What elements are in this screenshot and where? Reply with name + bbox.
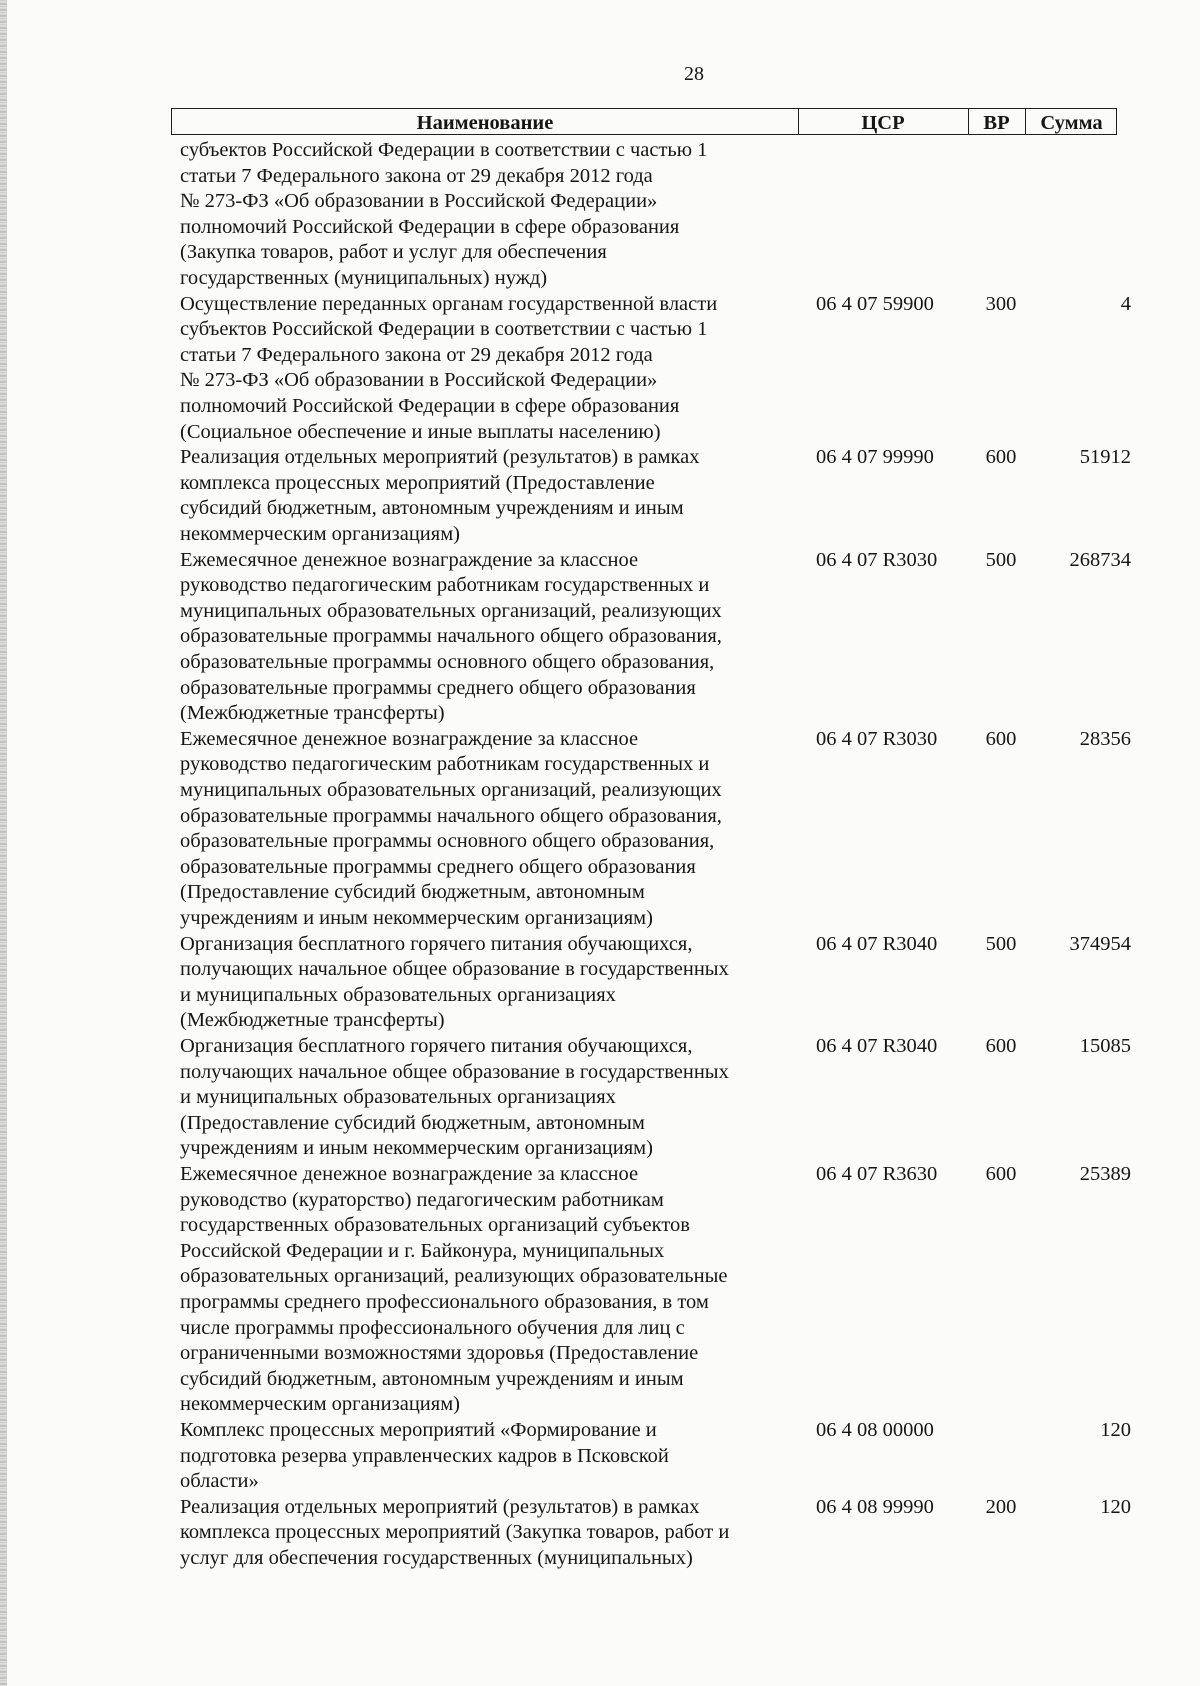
row-name-cell	[180, 292, 780, 446]
row-name-line: учреждениям и иным некоммерческим организациям)	[180, 1137, 653, 1160]
row-name-line: образовательные программы среднего общего образования	[180, 676, 696, 699]
table-header	[171, 108, 1117, 135]
row-name-cell	[180, 1418, 780, 1495]
row-name-line: руководство педагогическим работникам государственных и	[180, 753, 710, 776]
row-name-line: субсидий бюджетным, автономным учреждениям и иным	[180, 497, 684, 520]
row-name-line: области»	[180, 1470, 259, 1493]
row-name-line: услуг для обеспечения государственных (муниципальных)	[180, 1546, 693, 1569]
row-vr-cell: 500	[985, 548, 1017, 571]
scan-edge	[0, 0, 7, 1686]
row-name-line: субъектов Российской Федерации в соответствии с частью 1	[180, 318, 708, 341]
row-sum-cell: 120	[1100, 1495, 1131, 1518]
row-sum-cell: 51912	[1079, 446, 1131, 469]
row-sum-cell: 268734	[1069, 548, 1131, 571]
row-csr-cell: 06 4 07 R3040	[816, 932, 938, 955]
row-name-line: образовательных организаций, реализующих образовательные	[180, 1265, 728, 1288]
row-vr-cell: 600	[985, 1035, 1017, 1057]
row-name-cell	[180, 1034, 780, 1162]
row-name-line: ограниченными возможностями здоровья (Предоставление	[180, 1342, 699, 1365]
row-name-line: Организация бесплатного горячего питания обучающихся,	[180, 932, 693, 955]
row-name-line: образовательные программы начального общего образования,	[180, 625, 722, 648]
row-name-line: комплекса процессных мероприятий (Закупка товаров, работ и	[180, 1521, 730, 1544]
row-sum-cell: 374954	[1069, 932, 1131, 955]
row-name-line: Реализация отдельных мероприятий (результатов) в рамках	[180, 446, 700, 469]
row-sum-cell: 25389	[1079, 1163, 1131, 1185]
row-vr-cell: 600	[985, 446, 1017, 469]
row-name-line: образовательные программы среднего общего образования	[180, 855, 696, 878]
row-name-line: Ежемесячное денежное вознаграждение за классное	[180, 548, 639, 571]
row-name-line: Российской Федерации и г. Байконура, муниципальных	[180, 1239, 665, 1262]
row-vr-cell: 300	[985, 292, 1017, 315]
row-name-cell	[180, 138, 780, 292]
row-name-cell	[180, 548, 780, 727]
row-csr-cell: 06 4 07 R3630	[816, 1163, 938, 1185]
row-name-line: статьи 7 Федерального закона от 29 декабря 2012 года	[180, 164, 653, 187]
row-name-line: (Предоставление субсидий бюджетным, автономным	[180, 1111, 645, 1134]
row-name-line: полномочий Российской Федерации в сфере образования	[180, 215, 680, 238]
row-sum-cell: 28356	[1079, 727, 1131, 750]
row-name-line: (Межбюджетные трансферты)	[180, 1009, 445, 1032]
row-name-line: и муниципальных образовательных организациях	[180, 983, 616, 1006]
row-name-line: Осуществление переданных органам государственной власти	[180, 292, 718, 315]
row-vr-cell: 200	[985, 1495, 1017, 1518]
row-name-cell	[180, 1162, 780, 1418]
row-name-line: (Закупка товаров, работ и услуг для обеспечения	[180, 241, 607, 264]
header-csr: ЦСР	[861, 112, 905, 134]
row-csr-cell: 06 4 07 R3030	[816, 727, 938, 750]
row-name-line: руководство педагогическим работникам государственных и	[180, 574, 710, 597]
row-sum-cell: 4	[1120, 292, 1131, 315]
row-name-line: государственных (муниципальных) нужд)	[180, 266, 548, 289]
row-csr-cell: 06 4 07 R3030	[816, 548, 938, 571]
page-number: 28	[684, 63, 704, 85]
row-name-line: (Межбюджетные трансферты)	[180, 702, 445, 725]
row-name-line: (Социальное обеспечение и иные выплаты населению)	[180, 420, 661, 443]
row-vr-cell: 600	[985, 727, 1017, 750]
row-name-line: некоммерческим организациям)	[180, 1393, 460, 1416]
row-name-line: образовательные программы начального общего образования,	[180, 804, 722, 827]
row-name-line: полномочий Российской Федерации в сфере образования	[180, 394, 680, 417]
row-name-line: (Предоставление субсидий бюджетным, автономным	[180, 881, 645, 904]
row-name-line: субъектов Российской Федерации в соответствии с частью 1	[180, 139, 708, 161]
row-name-line: числе программы профессионального обучения для лиц с	[180, 1316, 685, 1339]
row-name-line: Ежемесячное денежное вознаграждение за классное	[180, 1163, 639, 1185]
row-name-line: субсидий бюджетным, автономным учреждениям и иным	[180, 1367, 684, 1390]
row-name-line: Комплекс процессных мероприятий «Формирование и	[180, 1419, 657, 1441]
row-name-cell	[180, 727, 780, 932]
row-name-line: учреждениям и иным некоммерческим организациям)	[180, 906, 653, 929]
row-name-line: получающих начальное общее образование в государственных	[180, 958, 729, 981]
row-csr-cell: 06 4 08 99990	[816, 1495, 934, 1518]
row-name-line: подготовка резерва управленческих кадров в Псковской	[180, 1444, 669, 1467]
row-name-line: № 273-ФЗ «Об образовании в Российской Федерации»	[180, 369, 658, 392]
row-name-cell	[180, 1495, 780, 1572]
row-name-cell	[180, 932, 780, 1034]
row-name-line: государственных образовательных организаций субъектов	[180, 1214, 690, 1237]
row-name-line: Ежемесячное денежное вознаграждение за классное	[180, 727, 639, 750]
row-name-line: некоммерческим организациям)	[180, 522, 460, 545]
row-name-line: Реализация отдельных мероприятий (результатов) в рамках	[180, 1495, 700, 1518]
row-name-line: и муниципальных образовательных организациях	[180, 1086, 616, 1109]
row-name-line: получающих начальное общее образование в государственных	[180, 1060, 729, 1083]
row-name-line: Организация бесплатного горячего питания обучающихся,	[180, 1035, 693, 1057]
row-name-cell	[180, 445, 780, 547]
row-name-line: муниципальных образовательных организаций, реализующих	[180, 599, 722, 622]
row-name-line: муниципальных образовательных организаций, реализующих	[180, 778, 722, 801]
row-vr-cell: 500	[985, 932, 1017, 955]
row-name-line: руководство (кураторство) педагогическим работникам	[180, 1188, 664, 1211]
row-csr-cell: 06 4 07 R3040	[816, 1035, 938, 1057]
row-csr-cell: 06 4 07 59900	[816, 292, 934, 315]
header-name: Наименование	[416, 112, 554, 134]
row-sum-cell: 15085	[1079, 1035, 1131, 1057]
row-vr-cell: 600	[985, 1163, 1017, 1185]
row-sum-cell: 120	[1100, 1419, 1131, 1441]
row-name-line: образовательные программы основного общего образования,	[180, 650, 715, 673]
header-sum: Сумма	[1040, 112, 1103, 134]
row-csr-cell: 06 4 08 00000	[816, 1419, 934, 1441]
row-name-line: программы среднего профессионального образования, в том	[180, 1290, 709, 1313]
header-vr: ВР	[983, 112, 1010, 134]
row-name-line: № 273-ФЗ «Об образовании в Российской Федерации»	[180, 190, 658, 213]
row-name-line: статьи 7 Федерального закона от 29 декабря 2012 года	[180, 343, 653, 366]
row-csr-cell: 06 4 07 99990	[816, 446, 934, 469]
row-name-line: комплекса процессных мероприятий (Предоставление	[180, 471, 655, 494]
row-name-line: образовательные программы основного общего образования,	[180, 830, 715, 853]
